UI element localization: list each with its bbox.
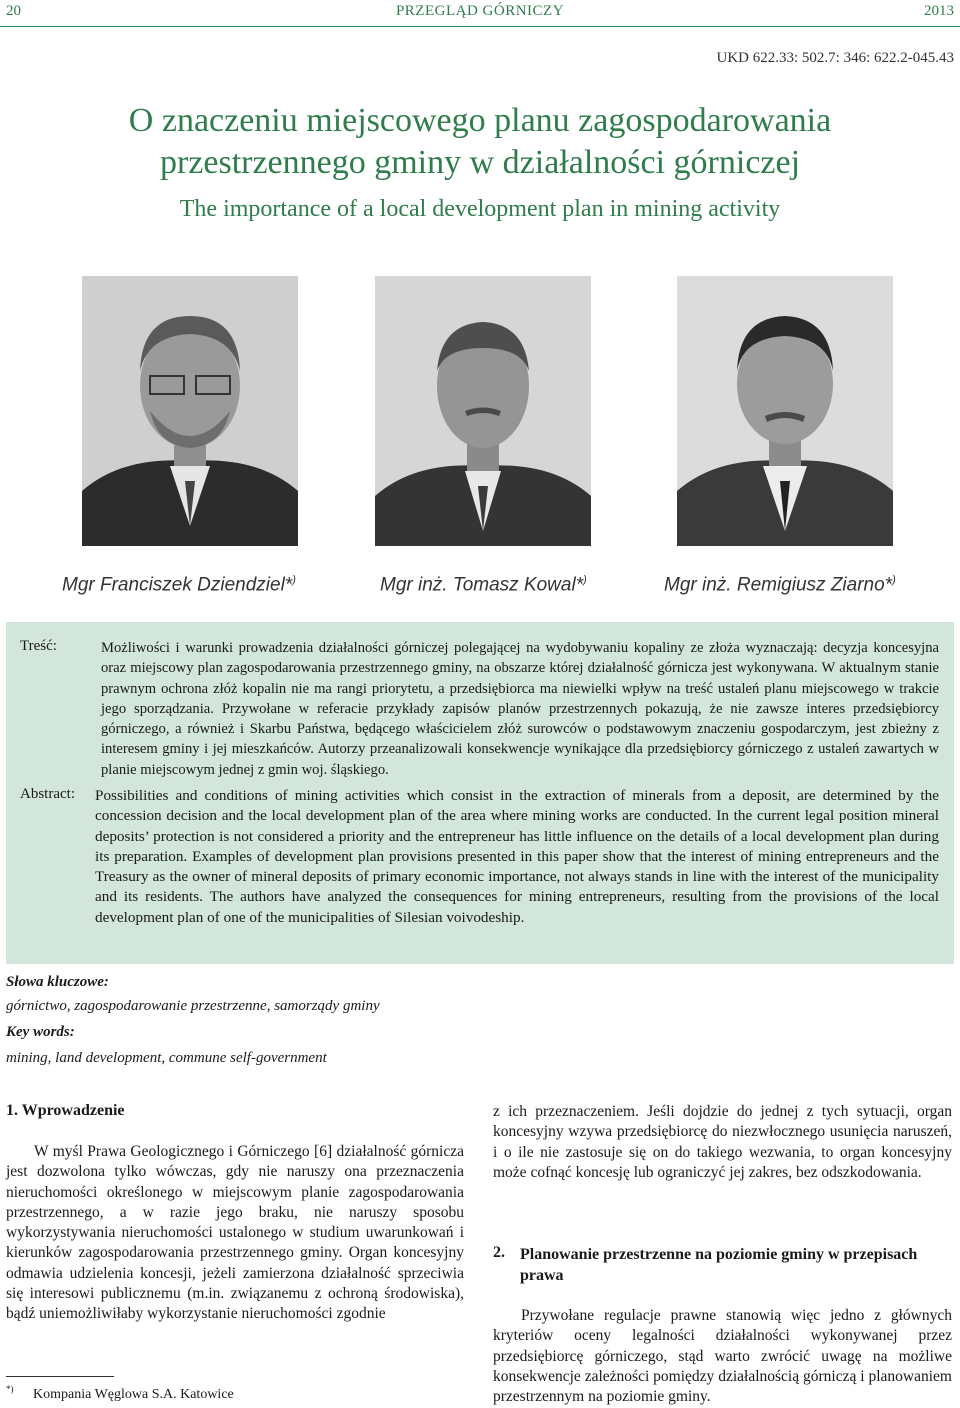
ukd-classification: UKD 622.33: 502.7: 346: 622.2-045.43	[716, 50, 954, 66]
author-name-1: Mgr Franciszek Dziendziel*)	[62, 574, 296, 596]
author-photo-3	[677, 276, 893, 546]
keywords-en-heading: Key words:	[6, 1024, 75, 1040]
section-1-text: W myśl Prawa Geologicznego i Górniczego [6] działalność górnicza jest dozwolona tylko wówczas, gdy nie naruszy ona przeznaczenia nieruchomości określonego w miejscowym planie zagospodarowania przestrzennego, a w razie jego braku, nie naruszy sposobu wykorzystywania nieruchomości ustalonego w studium uwarunkowań i kierunków zagospodarowania przestrzennego gminy. Organ koncesyjny odmawia udzielenia koncesji, jeżeli zamierzona działalność sprzeciwia się interesowi publicznemu (m.in. związanemu z ochroną środowiska), bądź uniemożliwiłaby wykorzystanie nieruchomości zgodnie	[6, 1143, 464, 1323]
section-2-title: Planowanie przestrzenne na poziomie gminy w przepisach prawa	[520, 1246, 918, 1284]
abstract-en-text: Possibilities and conditions of mining activities which consist in the extraction of minerals from a deposit, are determined by the concession decision and the local development plan of the area where mining works are conducted. In the current legal position mineral deposits’ protection is not considered a priority and the entrepreneur has little influence on the details of a local development plan during its preparation. Examples of development plan provisions presented in this paper show that the interest of mining entrepreneurs and the Treasury as the owner of mineral deposits of primary economic importance, not always stands in line with the interest of the municipality and its residents. The authors have analyzed the consequences for mining entrepreneurs, resulting from the provisions of the local development plan of one of the municipalities of Silesian voivodeship.	[95, 787, 939, 926]
keywords-en: mining, land development, commune self-government	[6, 1050, 327, 1066]
author-photo-2	[375, 276, 591, 546]
title-polish-line-2: przestrzennego gminy w działalności górniczej	[159, 144, 801, 181]
keywords-pl-heading: Słowa kluczowe:	[6, 974, 109, 990]
abstract-pl-text: Możliwości i warunki prowadzenia działalności górniczej polegającej na wydobywaniu kopaliny ze złoża wyznaczają: decyzja koncesyjna oraz miejscowy plan zagospodarowania przestrzennego gminy, na obszarze której działalność górnicza jest wykonywana. W aktualnym stanie prawnym ochrona złóż kopalin nie ma rangi priorytetu, a przedsiębiorca ma niewielki wpływ na treść ustaleń planu miejscowego w trakcie jego sporządzania. Przywołane w referacie przykłady zapisów planów przestrzennych pokazują, że nie zawsze interes przedsiębiorcy górniczego, a również i Skarbu Państwa, będącego właścicielem złóż surowców o podstawowym znaczeniu gospodarczym, jest zbieżny z interesem gminy i jej mieszkańców. Autorzy przeanalizowali konsekwencje wynikające dla przedsiębiorcy górniczego z ustaleń zawartych w planie miejscowym jednej z gmin woj. śląskiego.	[101, 640, 939, 778]
page-number: 20	[6, 3, 21, 19]
section-2-text: Przywołane regulacje prawne stanowią więc jedno z głównych kryteriów oceny legalności działalności wykonywanej przez przedsiębiorcę górniczego, stąd warto zwrócić uwagę na możliwe konsekwencje zależności pomiędzy działalnością górniczą i planowaniem przestrzennym na poziomie gminy.	[493, 1307, 952, 1406]
abstract-box	[6, 622, 954, 964]
title-polish	[0, 100, 960, 184]
footnote	[6, 1384, 234, 1403]
title-polish-line-1: O znaczeniu miejscowego planu zagospodarowania	[128, 102, 832, 139]
running-header	[0, 0, 960, 27]
section-2-heading	[493, 1244, 952, 1286]
section-2-number: 2.	[493, 1244, 505, 1261]
title-english: The importance of a local development plan in mining activity	[179, 196, 781, 222]
abstract-pl-label: Treść:	[20, 638, 57, 654]
footnote-text: Kompania Węglowa S.A. Katowice	[33, 1386, 234, 1402]
author-name-3: Mgr inż. Remigiusz Ziarno*)	[664, 574, 896, 596]
footnote-mark: *)	[6, 1384, 14, 1394]
footnote-separator	[6, 1376, 114, 1377]
author-photo-1	[82, 276, 298, 546]
section-1-title: 1. Wprowadzenie	[6, 1102, 125, 1119]
journal-name: PRZEGLĄD GÓRNICZY	[395, 3, 565, 19]
right-column-text: z ich przeznaczeniem. Jeśli dojdzie do jednej z tych sytuacji, organ koncesyjny wzywa przedsiębiorcę do niezwłocznego usunięcia naruszeń, i o ile nie zastosuje się on do takiego wezwania, to organ koncesyjny może cofnąć koncesję lub ograniczyć jej zakres, bez odszkodowania.	[493, 1103, 952, 1181]
journal-year: 2013	[924, 3, 954, 19]
keywords-pl: górnictwo, zagospodarowanie przestrzenne, samorządy gminy	[6, 998, 380, 1014]
abstract-en-label: Abstract:	[20, 786, 75, 802]
author-name-2: Mgr inż. Tomasz Kowal*)	[380, 574, 587, 596]
